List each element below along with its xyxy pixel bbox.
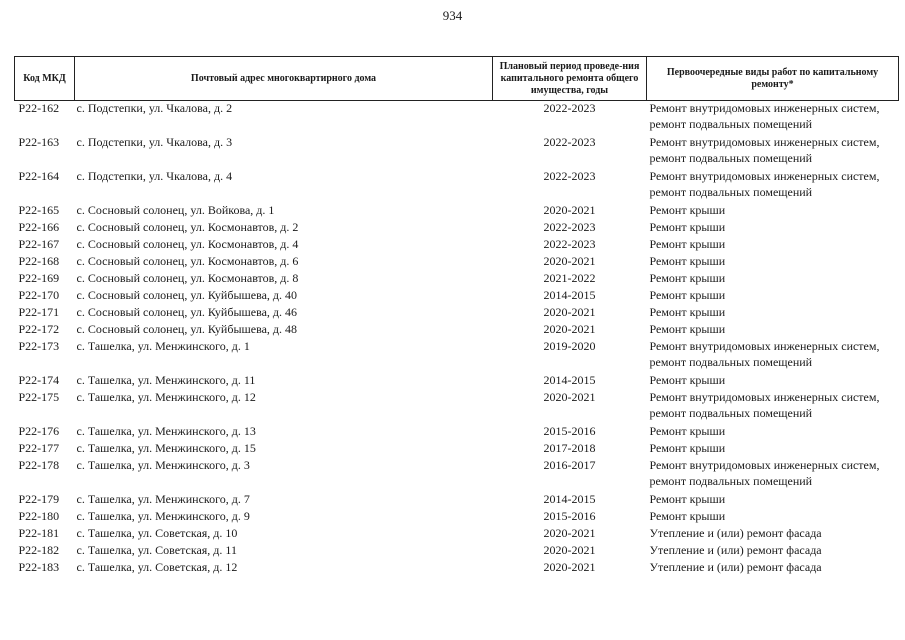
cell-code: Р22-178 — [18, 458, 60, 472]
header-works: Первоочередные виды работ по капитальному ремонту* — [647, 57, 899, 101]
cell-code: Р22-174 — [18, 373, 60, 387]
cell-address: с. Ташелка, ул. Советская, д. 10 — [76, 526, 238, 540]
cell-address: с. Сосновый солонец, ул. Куйбышева, д. 40 — [76, 288, 298, 302]
cell-period: 2020-2021 — [543, 203, 596, 217]
cell-address: с. Ташелка, ул. Менжинского, д. 15 — [76, 441, 256, 455]
cell-works: Ремонт крыши — [649, 288, 726, 302]
table-row — [15, 169, 899, 203]
cell-works: Утепление и (или) ремонт фасада — [649, 560, 822, 574]
capital-repair-table — [14, 56, 899, 577]
cell-code: Р22-162 — [18, 101, 60, 115]
table-row — [15, 135, 899, 169]
table-row — [15, 237, 899, 254]
table-row — [15, 271, 899, 288]
cell-works: Утепление и (или) ремонт фасада — [649, 543, 822, 557]
cell-code: Р22-171 — [18, 305, 60, 319]
cell-address: с. Ташелка, ул. Менжинского, д. 11 — [76, 373, 256, 387]
cell-works: Ремонт крыши — [649, 373, 726, 387]
cell-period: 2015-2016 — [543, 424, 596, 438]
table-row — [15, 560, 899, 577]
cell-works: Ремонт внутридомовых инженерных систем, ремонт подвальных помещений — [649, 169, 880, 199]
cell-works: Ремонт внутридомовых инженерных систем, ремонт подвальных помещений — [649, 339, 880, 369]
cell-code: Р22-172 — [18, 322, 60, 336]
cell-period: 2020-2021 — [543, 305, 596, 319]
cell-address: с. Ташелка, ул. Менжинского, д. 9 — [76, 509, 250, 523]
cell-address: с. Сосновый солонец, ул. Космонавтов, д. 4 — [76, 237, 299, 251]
cell-code: Р22-165 — [18, 203, 60, 217]
cell-address: с. Сосновый солонец, ул. Космонавтов, д. 6 — [76, 254, 299, 268]
cell-period: 2022-2023 — [543, 135, 596, 149]
cell-period: 2022-2023 — [543, 101, 596, 115]
cell-code: Р22-168 — [18, 254, 60, 268]
cell-period: 2017-2018 — [543, 441, 596, 455]
table-row — [15, 254, 899, 271]
cell-period: 2015-2016 — [543, 509, 596, 523]
header-code: Код МКД — [15, 57, 75, 101]
cell-works: Ремонт внутридомовых инженерных систем, ремонт подвальных помещений — [649, 458, 880, 488]
cell-period: 2014-2015 — [543, 492, 596, 506]
cell-works: Ремонт крыши — [649, 441, 726, 455]
cell-code: Р22-169 — [18, 271, 60, 285]
table-row — [15, 339, 899, 373]
capital-repair-table-container — [14, 56, 898, 577]
header-address: Почтовый адрес многоквартирного дома — [75, 57, 493, 101]
table-row — [15, 526, 899, 543]
cell-period: 2014-2015 — [543, 288, 596, 302]
cell-address: с. Сосновый солонец, ул. Космонавтов, д. 8 — [76, 271, 299, 285]
cell-address: с. Сосновый солонец, ул. Куйбышева, д. 46 — [76, 305, 298, 319]
cell-works: Ремонт крыши — [649, 271, 726, 285]
cell-period: 2022-2023 — [543, 220, 596, 234]
cell-works: Ремонт крыши — [649, 254, 726, 268]
cell-works: Ремонт крыши — [649, 492, 726, 506]
table-row — [15, 441, 899, 458]
cell-works: Ремонт крыши — [649, 509, 726, 523]
cell-code: Р22-181 — [18, 526, 60, 540]
cell-period: 2016-2017 — [543, 458, 596, 472]
table-row — [15, 322, 899, 339]
cell-code: Р22-167 — [18, 237, 60, 251]
cell-period: 2022-2023 — [543, 169, 596, 183]
table-row — [15, 305, 899, 322]
cell-address: с. Подстепки, ул. Чкалова, д. 4 — [76, 169, 233, 183]
cell-works: Ремонт внутридомовых инженерных систем, ремонт подвальных помещений — [649, 390, 880, 420]
cell-code: Р22-183 — [18, 560, 60, 574]
page-number: 934 — [442, 8, 463, 23]
header-row — [15, 57, 899, 101]
table-row — [15, 203, 899, 220]
table-row — [15, 390, 899, 424]
table-row — [15, 543, 899, 560]
cell-address: с. Ташелка, ул. Менжинского, д. 7 — [76, 492, 250, 506]
cell-period: 2022-2023 — [543, 237, 596, 251]
cell-code: Р22-175 — [18, 390, 60, 404]
cell-period: 2020-2021 — [543, 390, 596, 404]
table-row — [15, 458, 899, 492]
cell-works: Ремонт крыши — [649, 305, 726, 319]
cell-code: Р22-166 — [18, 220, 60, 234]
cell-address: с. Ташелка, ул. Советская, д. 11 — [76, 543, 237, 557]
cell-code: Р22-173 — [18, 339, 60, 353]
cell-address: с. Сосновый солонец, ул. Войкова, д. 1 — [76, 203, 275, 217]
cell-address: с. Ташелка, ул. Советская, д. 12 — [76, 560, 238, 574]
cell-address: с. Подстепки, ул. Чкалова, д. 2 — [76, 101, 233, 115]
cell-code: Р22-170 — [18, 288, 60, 302]
cell-period: 2019-2020 — [543, 339, 596, 353]
cell-works: Ремонт крыши — [649, 424, 726, 438]
cell-code: Р22-182 — [18, 543, 60, 557]
cell-address: с. Сосновый солонец, ул. Космонавтов, д. 2 — [76, 220, 299, 234]
table-row — [15, 492, 899, 509]
table-body — [15, 101, 899, 578]
cell-works: Ремонт внутридомовых инженерных систем, ремонт подвальных помещений — [649, 135, 880, 165]
cell-period: 2020-2021 — [543, 526, 596, 540]
cell-period: 2020-2021 — [543, 254, 596, 268]
table-header — [15, 57, 899, 101]
cell-code: Р22-176 — [18, 424, 60, 438]
table-row — [15, 288, 899, 305]
cell-address: с. Подстепки, ул. Чкалова, д. 3 — [76, 135, 233, 149]
header-period: Плановый период проведе-ния капитального ремонта общего имущества, годы — [493, 57, 647, 101]
cell-works: Ремонт крыши — [649, 237, 726, 251]
cell-works: Ремонт крыши — [649, 220, 726, 234]
cell-address: с. Ташелка, ул. Менжинского, д. 3 — [76, 458, 250, 472]
table-row — [15, 220, 899, 237]
cell-address: с. Ташелка, ул. Менжинского, д. 1 — [76, 339, 250, 353]
cell-code: Р22-180 — [18, 509, 60, 523]
cell-period: 2020-2021 — [543, 543, 596, 557]
cell-works: Ремонт крыши — [649, 322, 726, 336]
cell-code: Р22-177 — [18, 441, 60, 455]
cell-period: 2014-2015 — [543, 373, 596, 387]
cell-code: Р22-179 — [18, 492, 60, 506]
cell-period: 2021-2022 — [543, 271, 596, 285]
table-row — [15, 509, 899, 526]
cell-works: Утепление и (или) ремонт фасада — [649, 526, 822, 540]
cell-address: с. Сосновый солонец, ул. Куйбышева, д. 48 — [76, 322, 298, 336]
table-row — [15, 101, 899, 136]
cell-period: 2020-2021 — [543, 322, 596, 336]
table-row — [15, 373, 899, 390]
table-row — [15, 424, 899, 441]
cell-works: Ремонт крыши — [649, 203, 726, 217]
cell-address: с. Ташелка, ул. Менжинского, д. 12 — [76, 390, 256, 404]
cell-works: Ремонт внутридомовых инженерных систем, ремонт подвальных помещений — [649, 101, 880, 131]
cell-code: Р22-164 — [18, 169, 60, 183]
cell-period: 2020-2021 — [543, 560, 596, 574]
cell-code: Р22-163 — [18, 135, 60, 149]
cell-address: с. Ташелка, ул. Менжинского, д. 13 — [76, 424, 256, 438]
